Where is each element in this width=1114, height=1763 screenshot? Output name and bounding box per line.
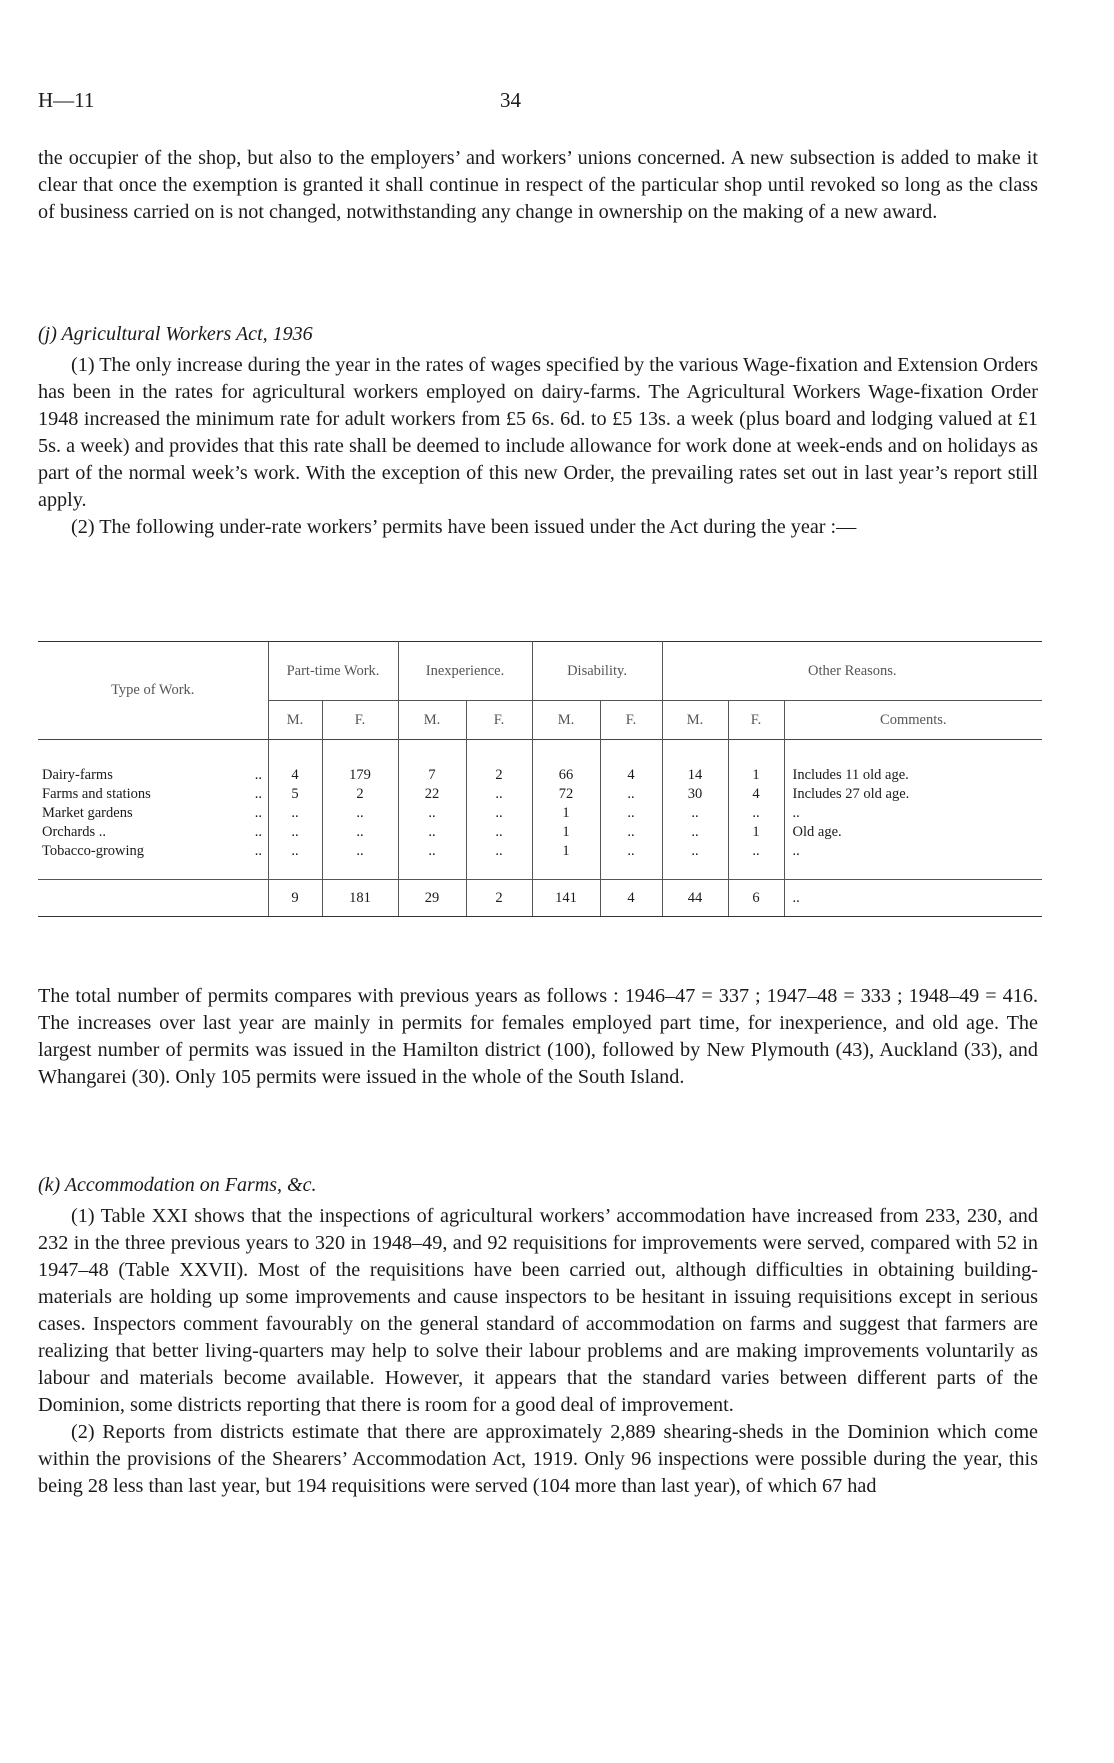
section-k-heading: (k) Accommodation on Farms, &c. [38,1174,317,1196]
after-table-block [38,983,1038,1091]
row-type: Dairy-farms [42,767,113,783]
part-time-header: Part-time Work. [268,642,398,701]
row-type: Market gardens [42,805,133,821]
page-header [38,88,1078,118]
section-j-para-1: (1) The only increase during the year in the rates of wages specified by the various Wage-fixation and Extension Orders has been in the rates for agricultural workers employed on dairy-farms. The Agricultural Workers Wage-fixation Order 1948 increased the minimum rate for adult workers from £5 6s. 6d. to £5 13s. a week (plus board and lodging valued at £1 5s. a week) and provides that this rate shall be deemed to include allowance for work done at week-ends and on holidays as part of the normal week’s work. With the exception of this new Order, the prevailing rates set out in last year’s report still apply. [38,354,1038,511]
table-row: Market gardens .. .. .. .. .. 1 .. .. .. .. [38,804,1042,823]
comments-header: Comments. [784,701,1042,740]
permits-table-wrap [38,641,1042,917]
table-row: Dairy-farms .. 4 179 7 2 66 4 14 1 Includes 11 old age. [38,766,1042,785]
type-of-work-header: Type of Work. [38,642,268,740]
table-row: Tobacco-growing .. .. .. .. .. 1 .. .. .. .. [38,842,1042,861]
totals-row: 9 181 29 2 141 4 44 6 .. [38,880,1042,917]
other-reasons-header: Other Reasons. [662,642,1042,701]
row-type: Tobacco-growing [42,843,145,859]
in-m-header: M. [398,701,466,740]
inexperience-header: Inexperience. [398,642,532,701]
in-f-header: F. [466,701,532,740]
section-j [38,321,1038,541]
section-k-para-1: (1) Table XXI shows that the inspections of agricultural workers’ accommodation have increased from 233, 230, and 232 in the three previous years to 320 in 1948–49, and 92 requisitions for improvements were served, compared with 52 in 1947–48 (Table XXVII). Most of the requisitions have been carried out, although difficulties in obtaining building-materials are holding up some improvements and cause inspectors to be hesitant in issuing requisitions except in serious cases. Inspectors comment favourably on the general standard of accommodation on farms and suggest that farmers are realizing that better living-quarters may help to solve their labour problems and are making improvements voluntarily as labour and materials become available. However, it appears that the standard varies between different parts of the Dominion, some districts reporting that there is room for a good deal of improvement. [38,1205,1038,1416]
pt-f-header: F. [322,701,398,740]
section-k [38,1172,1038,1500]
ot-m-header: M. [662,701,728,740]
di-f-header: F. [600,701,662,740]
row-type: Farms and stations [42,786,151,802]
intro-block [38,145,1038,226]
row-type: Orchards .. [42,824,107,840]
di-m-header: M. [532,701,600,740]
page-number: 34 [500,88,521,112]
ot-f-header: F. [728,701,784,740]
intro-paragraph: the occupier of the shop, but also to the employers’ and workers’ unions concerned. A new subsection is added to make it clear that once the exemption is granted it shall continue in respect of the particular shop until revoked so long as the class of business carried on is not changed, notwithstanding any change in ownership on the making of a new award. [38,147,1038,223]
page-code: H—11 [38,88,95,112]
permits-table [38,641,1042,917]
disability-header: Disability. [532,642,662,701]
after-table-paragraph: The total number of permits compares with previous years as follows : 1946–47 = 337 ; 1947–48 = 333 ; 1948–49 = 416. The increases over last year are mainly in permits for females employed part time, for inexperience, and old age. The largest number of permits was issued in the Hamilton district (100), followed by New Plymouth (43), Auckland (33), and Whangarei (30). Only 105 permits were issued in the whole of the South Island. [38,985,1038,1088]
section-j-heading: (j) Agricultural Workers Act, 1936 [38,323,313,345]
section-j-para-2: (2) The following under-rate workers’ permits have been issued under the Act during the year :— [71,516,857,538]
section-k-para-2: (2) Reports from districts estimate that there are approximately 2,889 shearing-sheds in the Dominion which come within the provisions of the Shearers’ Accommodation Act, 1919. Only 96 inspections were possible during the year, this being 28 less than last year, but 194 requisitions were served (104 more than last year), of which 67 had [38,1421,1038,1497]
table-row: Farms and stations .. 5 2 22 .. 72 .. 30 4 Includes 27 old age. [38,785,1042,804]
table-row: Orchards .. .. .. .. .. .. 1 .. .. 1 Old age. [38,823,1042,842]
pt-m-header: M. [268,701,322,740]
